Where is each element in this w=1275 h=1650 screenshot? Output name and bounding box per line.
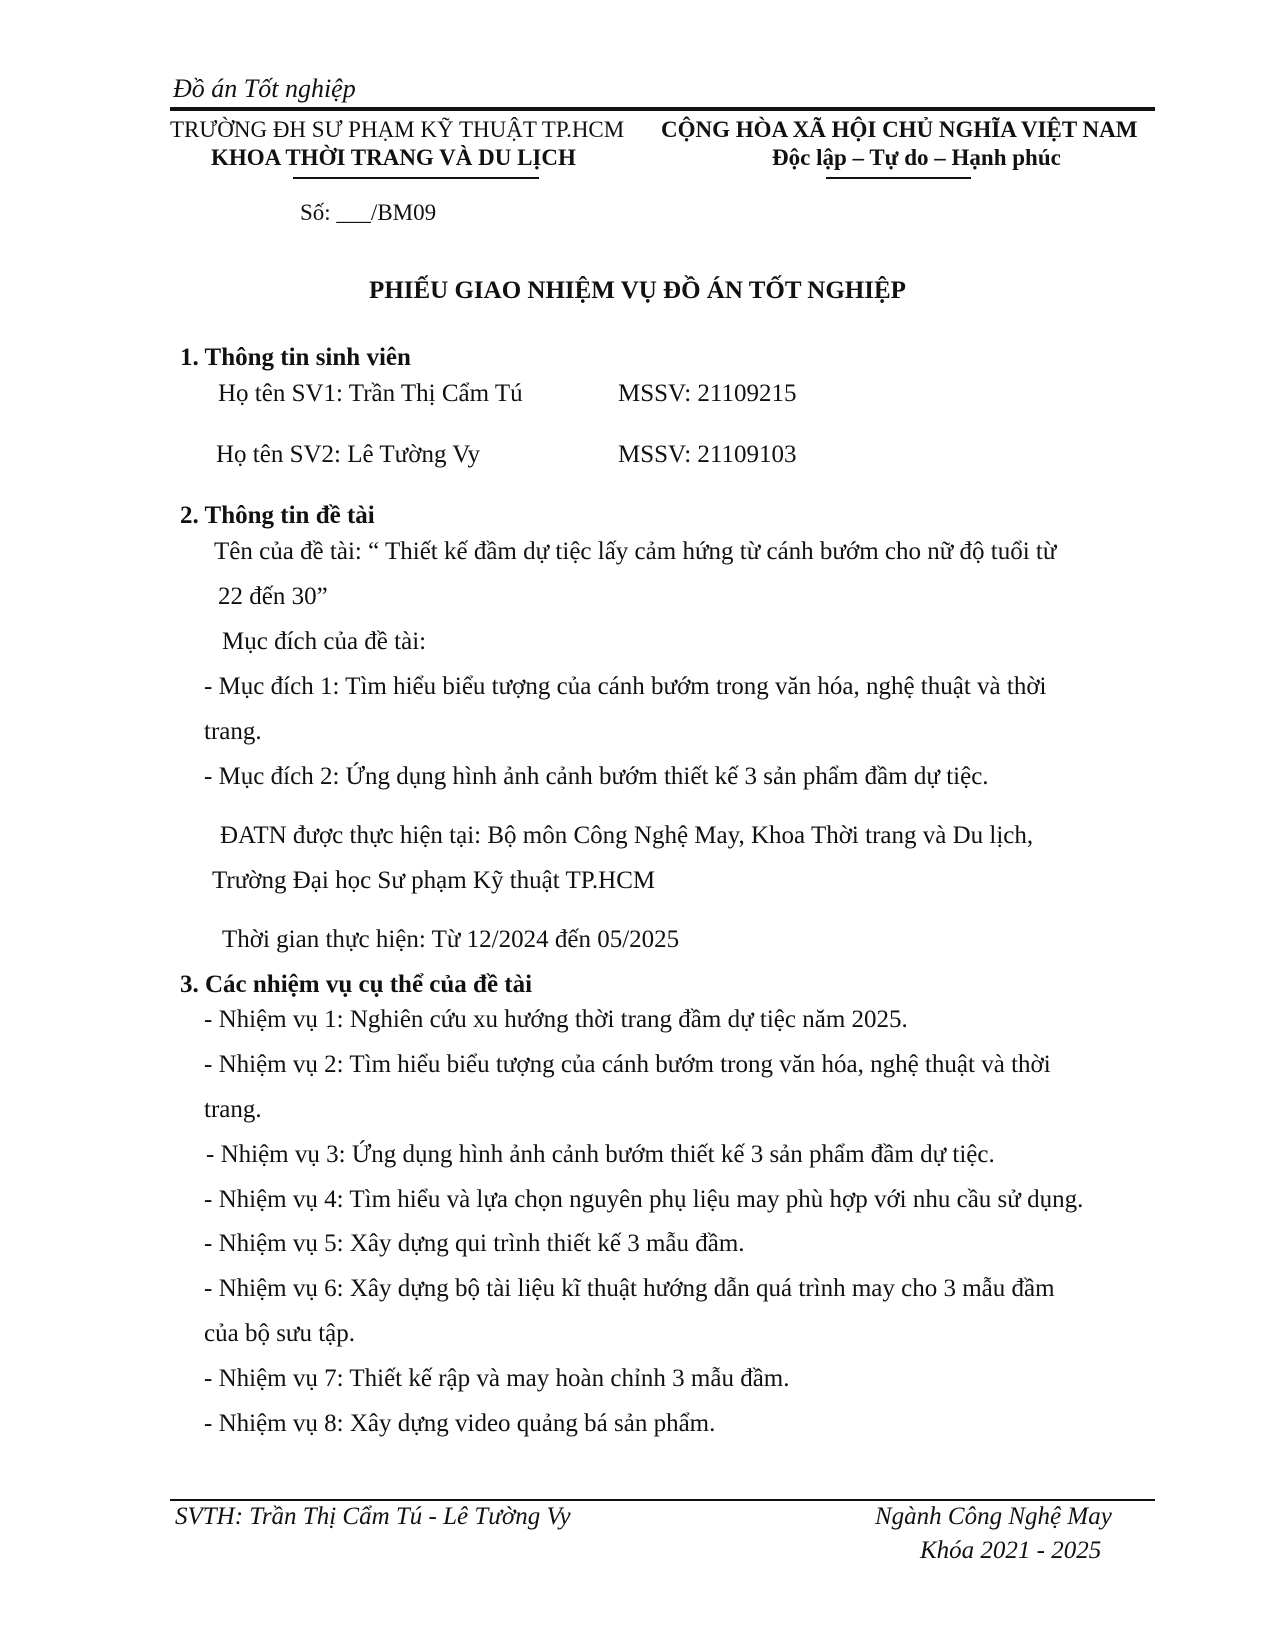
footer-rule	[170, 1499, 1155, 1501]
faculty-underline	[293, 177, 539, 179]
time-period: Thời gian thực hiện: Từ 12/2024 đến 05/2025	[222, 926, 680, 953]
place-line-1: ĐATN được thực hiện tại: Bộ môn Công Nghệ May, Khoa Thời trang và Du lịch,	[220, 822, 1034, 849]
task-line: - Nhiệm vụ 7: Thiết kế rập và may hoàn chỉnh 3 mẫu đầm.	[204, 1365, 790, 1392]
task-line: - Nhiệm vụ 6: Xây dựng bộ tài liệu kĩ thuật hướng dẫn quá trình may cho 3 mẫu đầm	[204, 1275, 1055, 1302]
task-line: - Nhiệm vụ 8: Xây dựng video quảng bá sản phẩm.	[204, 1410, 716, 1437]
footer-students: SVTH: Trần Thị Cẩm Tú - Lê Tường Vy	[175, 1503, 571, 1530]
national-motto: Độc lập – Tự do – Hạnh phúc	[772, 145, 1061, 170]
school-name: TRƯỜNG ĐH SƯ PHẠM KỸ THUẬT TP.HCM	[170, 117, 625, 142]
task-line: - Nhiệm vụ 1: Nghiên cứu xu hướng thời trang đầm dự tiệc năm 2025.	[204, 1006, 908, 1033]
purpose-1-line-1: - Mục đích 1: Tìm hiểu biểu tượng của cánh bướm trong văn hóa, nghệ thuật và thời	[204, 673, 1047, 700]
section-2-heading: 2. Thông tin đề tài	[180, 502, 375, 529]
document-title: PHIẾU GIAO NHIỆM VỤ ĐỒ ÁN TỐT NGHIỆP	[369, 277, 906, 304]
document-number: Số: ___/BM09	[300, 200, 437, 225]
running-header: Đồ án Tốt nghiệp	[173, 74, 356, 103]
republic-title: CỘNG HÒA XÃ HỘI CHỦ NGHĨA VIỆT NAM	[661, 117, 1138, 142]
task-line: - Nhiệm vụ 4: Tìm hiểu và lựa chọn nguyên phụ liệu may phù hợp với nhu cầu sử dụng.	[204, 1186, 1084, 1213]
place-line-2: Trường Đại học Sư phạm Kỹ thuật TP.HCM	[212, 867, 656, 894]
purpose-2: - Mục đích 2: Ứng dụng hình ảnh cảnh bướm thiết kế 3 sản phẩm đầm dự tiệc.	[204, 763, 989, 790]
section-3-heading: 3. Các nhiệm vụ cụ thể của đề tài	[180, 971, 533, 998]
topic-line-1: Tên của đề tài: “ Thiết kế đầm dự tiệc lấy cảm hứng từ cánh bướm cho nữ độ tuổi từ	[214, 538, 1057, 565]
student-2-id: MSSV: 21109103	[618, 441, 797, 468]
student-1-name: Họ tên SV1: Trần Thị Cẩm Tú	[218, 380, 523, 407]
student-1-id: MSSV: 21109215	[618, 380, 797, 407]
motto-underline	[826, 177, 971, 179]
task-line: - Nhiệm vụ 2: Tìm hiểu biểu tượng của cánh bướm trong văn hóa, nghệ thuật và thời	[204, 1051, 1051, 1078]
task-line: của bộ sưu tập.	[204, 1320, 356, 1347]
task-line: - Nhiệm vụ 5: Xây dựng qui trình thiết kế 3 mẫu đầm.	[204, 1230, 745, 1257]
topic-line-2: 22 đến 30”	[218, 583, 328, 610]
purpose-1-line-2: trang.	[204, 718, 262, 745]
task-line: - Nhiệm vụ 3: Ứng dụng hình ảnh cảnh bướm thiết kế 3 sản phẩm đầm dự tiệc.	[206, 1141, 995, 1168]
student-2-name: Họ tên SV2: Lê Tường Vy	[216, 441, 481, 468]
footer-course: Khóa 2021 - 2025	[920, 1537, 1102, 1564]
footer-major: Ngành Công Nghệ May	[875, 1503, 1112, 1530]
purpose-label: Mục đích của đề tài:	[222, 628, 427, 655]
header-rule	[170, 107, 1155, 111]
task-line: trang.	[204, 1096, 262, 1123]
section-1-heading: 1. Thông tin sinh viên	[180, 344, 411, 371]
faculty-name: KHOA THỜI TRANG VÀ DU LỊCH	[211, 145, 576, 170]
